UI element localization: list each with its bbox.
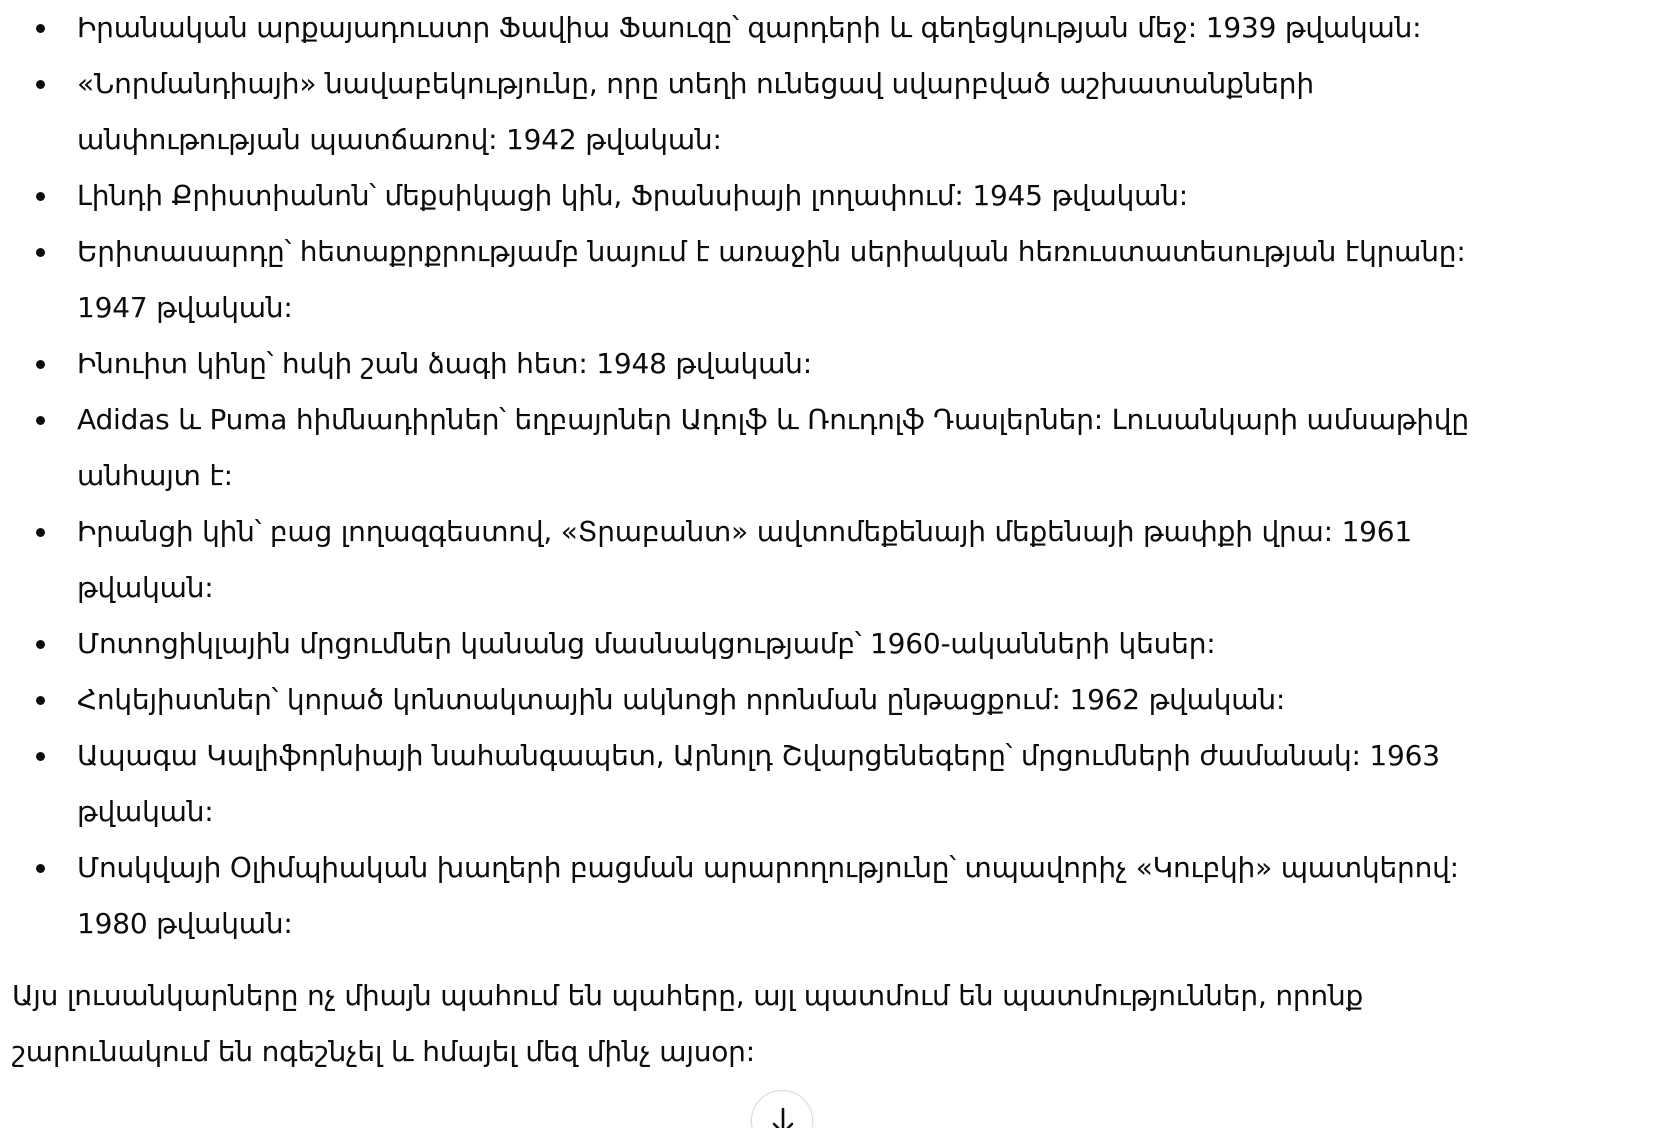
scroll-to-bottom-button[interactable] [751,1090,813,1128]
bullet-icon [36,248,45,257]
list-item-text: Իրանական արքայադուստր Ֆավիա Ֆաուզը՝ զարդերի և գեղեցկության մեջ: 1939 թվական: [77,11,1422,44]
list-item-text: Ապագա Կալիֆորնիայի նահանգապետ, Արնոլդ Շվարցենեգերը՝ մրցումների ժամանակ: 1963 թվական: [77,739,1440,828]
list-item-text: Adidas և Puma հիմնադիրներ՝ եղբայրներ Ադոլֆ և Ռուդոլֆ Դասլերներ: Լուսանկարի ամսաթիվը անհայտ է: [77,403,1469,492]
list-item-text: Լինդի Քրիստիանոն՝ մեքսիկացի կին, Ֆրանսիայի լողափում: 1945 թվական: [77,179,1188,212]
list-item [12,168,1532,224]
bullet-icon [36,640,45,649]
list-item [12,336,1532,392]
list-item-text: Ինուիտ կինը՝ հսկի շան ձագի հետ: 1948 թվական: [77,347,812,380]
list-item [12,56,1532,168]
bullet-icon [36,528,45,537]
closing-paragraph: Այս լուսանկարները ոչ միայն պահում են պահերը, այլ պատմում են պատմություններ, որոնք շարունակում են ոգեշնչել և հմայել մեզ մինչ այսօր: [12,979,1364,1068]
list-item-text: Մոտոցիկլային մրցումներ կանանց մասնակցությամբ՝ 1960-ականների կեսեր: [77,627,1216,660]
photo-list [12,0,1532,952]
list-item [12,504,1532,616]
bullet-icon [36,696,45,705]
list-item [12,0,1532,56]
list-item-text: Հոկեյիստներ՝ կորած կոնտակտային ակնոցի որոնման ընթացքում: 1962 թվական: [77,683,1286,716]
message-content [12,0,1532,1080]
list-item [12,728,1532,840]
list-item-text: Երիտասարդը՝ հետաքրքրությամբ նայում է առաջին սերիական հեռուստատեսության էկրանը: 1947 թվական: [77,235,1466,324]
list-item-text: Մոսկվայի Օլիմպիական խաղերի բացման արարողությունը՝ տպավորիչ «Կուբկի» պատկերով: 1980 թվական: [77,851,1459,940]
arrow-down-icon [770,1105,796,1128]
bullet-icon [36,360,45,369]
bullet-icon [36,416,45,425]
bullet-icon [36,24,45,33]
list-item [12,616,1532,672]
list-item [12,224,1532,336]
list-item [12,840,1532,952]
list-item [12,672,1532,728]
list-item [12,392,1532,504]
bullet-icon [36,80,45,89]
bullet-icon [36,192,45,201]
bullet-icon [36,752,45,761]
list-item-text: «Նորմանդիայի» նավաբեկությունը, որը տեղի ունեցավ սվարբված աշխատանքների անփութության պատճառով: 1942 թվական: [77,67,1314,156]
list-item-text: Իրանցի կին՝ բաց լողազգեստով, «Տրաբանտ» ավտոմեքենայի մեքենայի թափքի վրա: 1961 թվական: [77,515,1413,604]
bullet-icon [36,864,45,873]
